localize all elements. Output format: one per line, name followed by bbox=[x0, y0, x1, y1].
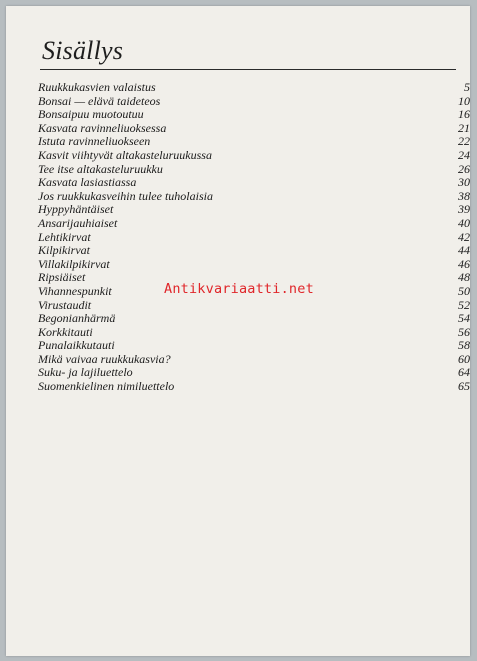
toc-entry bbox=[38, 122, 470, 136]
toc-entry bbox=[38, 244, 470, 258]
toc-entry-page-number: 16 bbox=[458, 107, 470, 122]
toc-entry-page-number: 5 bbox=[464, 80, 470, 94]
toc-entry bbox=[38, 312, 470, 326]
toc-entry-page-number: 39 bbox=[458, 202, 470, 217]
book-page bbox=[6, 6, 470, 656]
toc-entry-title: Kasvata lasiastiassa bbox=[38, 175, 137, 190]
toc-entry-page-number: 40 bbox=[458, 215, 470, 230]
toc-entry bbox=[38, 95, 470, 109]
toc-entry-page-number: 10 bbox=[458, 93, 470, 108]
toc-entry-title: Bonsaipuu muotoutuu bbox=[38, 107, 144, 122]
toc-entry bbox=[38, 81, 470, 95]
toc-entry-title: Punalaikkutauti bbox=[38, 338, 115, 353]
toc-entry-page-number: 38 bbox=[458, 188, 470, 203]
toc-entry-page-number: 22 bbox=[458, 134, 470, 149]
toc-entry-title: Suku- ja lajiluettelo bbox=[38, 365, 133, 380]
toc-entry-title: Hyppyhäntäiset bbox=[38, 202, 114, 217]
toc-entry-title: Vihannespunkit bbox=[38, 283, 112, 298]
toc-entry-page-number: 48 bbox=[458, 270, 470, 285]
page-title: Sisällys bbox=[42, 36, 124, 65]
toc-entry bbox=[38, 176, 470, 190]
toc-entry-title: Kilpikirvat bbox=[38, 243, 90, 258]
toc-entry bbox=[38, 258, 470, 272]
toc-entry-title: Mikä vaivaa ruukkukasvia? bbox=[38, 351, 171, 366]
toc-entry-title: Korkkitauti bbox=[38, 324, 93, 339]
table-of-contents bbox=[38, 81, 470, 394]
toc-entry bbox=[38, 366, 470, 380]
toc-entry-page-number: 50 bbox=[458, 283, 470, 298]
toc-entry-page-number: 46 bbox=[458, 256, 470, 271]
toc-entry-page-number: 30 bbox=[458, 175, 470, 190]
title-divider bbox=[40, 69, 456, 70]
toc-entry-page-number: 52 bbox=[458, 297, 470, 312]
toc-entry bbox=[38, 339, 470, 353]
toc-entry-title: Istuta ravinneliuokseen bbox=[38, 134, 151, 149]
toc-entry bbox=[38, 190, 470, 204]
toc-entry bbox=[38, 163, 470, 177]
toc-entry-page-number: 60 bbox=[458, 351, 470, 366]
toc-entry-page-number: 56 bbox=[458, 324, 470, 339]
toc-entry-title: Ruukkukasvien valaistus bbox=[38, 80, 156, 94]
toc-entry-page-number: 42 bbox=[458, 229, 470, 244]
watermark-text: Antikvariaatti.net bbox=[164, 281, 314, 297]
toc-entry-title: Lehtikirvat bbox=[38, 229, 91, 244]
toc-entry-title: Begonianhärmä bbox=[38, 311, 116, 326]
toc-entry bbox=[38, 203, 470, 217]
toc-entry bbox=[38, 135, 470, 149]
toc-entry bbox=[38, 299, 470, 313]
toc-entry-title: Jos ruukkukasveihin tulee tuholaisia bbox=[38, 188, 213, 203]
toc-entry-page-number: 26 bbox=[458, 161, 470, 176]
toc-entry-title: Suomenkielinen nimiluettelo bbox=[38, 379, 175, 394]
toc-entry-title: Kasvit viihtyvät altakasteluruukussa bbox=[38, 147, 212, 162]
toc-entry-page-number: 64 bbox=[458, 365, 470, 380]
toc-entry-page-number: 58 bbox=[458, 338, 470, 353]
toc-entry-page-number: 21 bbox=[458, 120, 470, 135]
toc-entry-title: Ripsiäiset bbox=[38, 270, 86, 285]
toc-entry bbox=[38, 217, 470, 231]
toc-entry bbox=[38, 353, 470, 367]
toc-entry-title: Bonsai — elävä taideteos bbox=[38, 93, 161, 108]
toc-entry-page-number: 44 bbox=[458, 243, 470, 258]
toc-entry bbox=[38, 149, 470, 163]
toc-entry-title: Tee itse altakasteluruukku bbox=[38, 161, 163, 176]
toc-entry-title: Ansarijauhiaiset bbox=[38, 215, 118, 230]
toc-entry bbox=[38, 108, 470, 122]
toc-entry-title: Virustaudit bbox=[38, 297, 92, 312]
toc-entry bbox=[38, 380, 470, 394]
toc-entry-page-number: 54 bbox=[458, 311, 470, 326]
toc-entry-title: Kasvata ravinneliuoksessa bbox=[38, 120, 167, 135]
toc-entry bbox=[38, 326, 470, 340]
toc-entry-title: Villakilpikirvat bbox=[38, 256, 110, 271]
toc-entry-page-number: 65 bbox=[458, 379, 470, 394]
toc-entry-page-number: 24 bbox=[458, 147, 470, 162]
toc-entry bbox=[38, 231, 470, 245]
